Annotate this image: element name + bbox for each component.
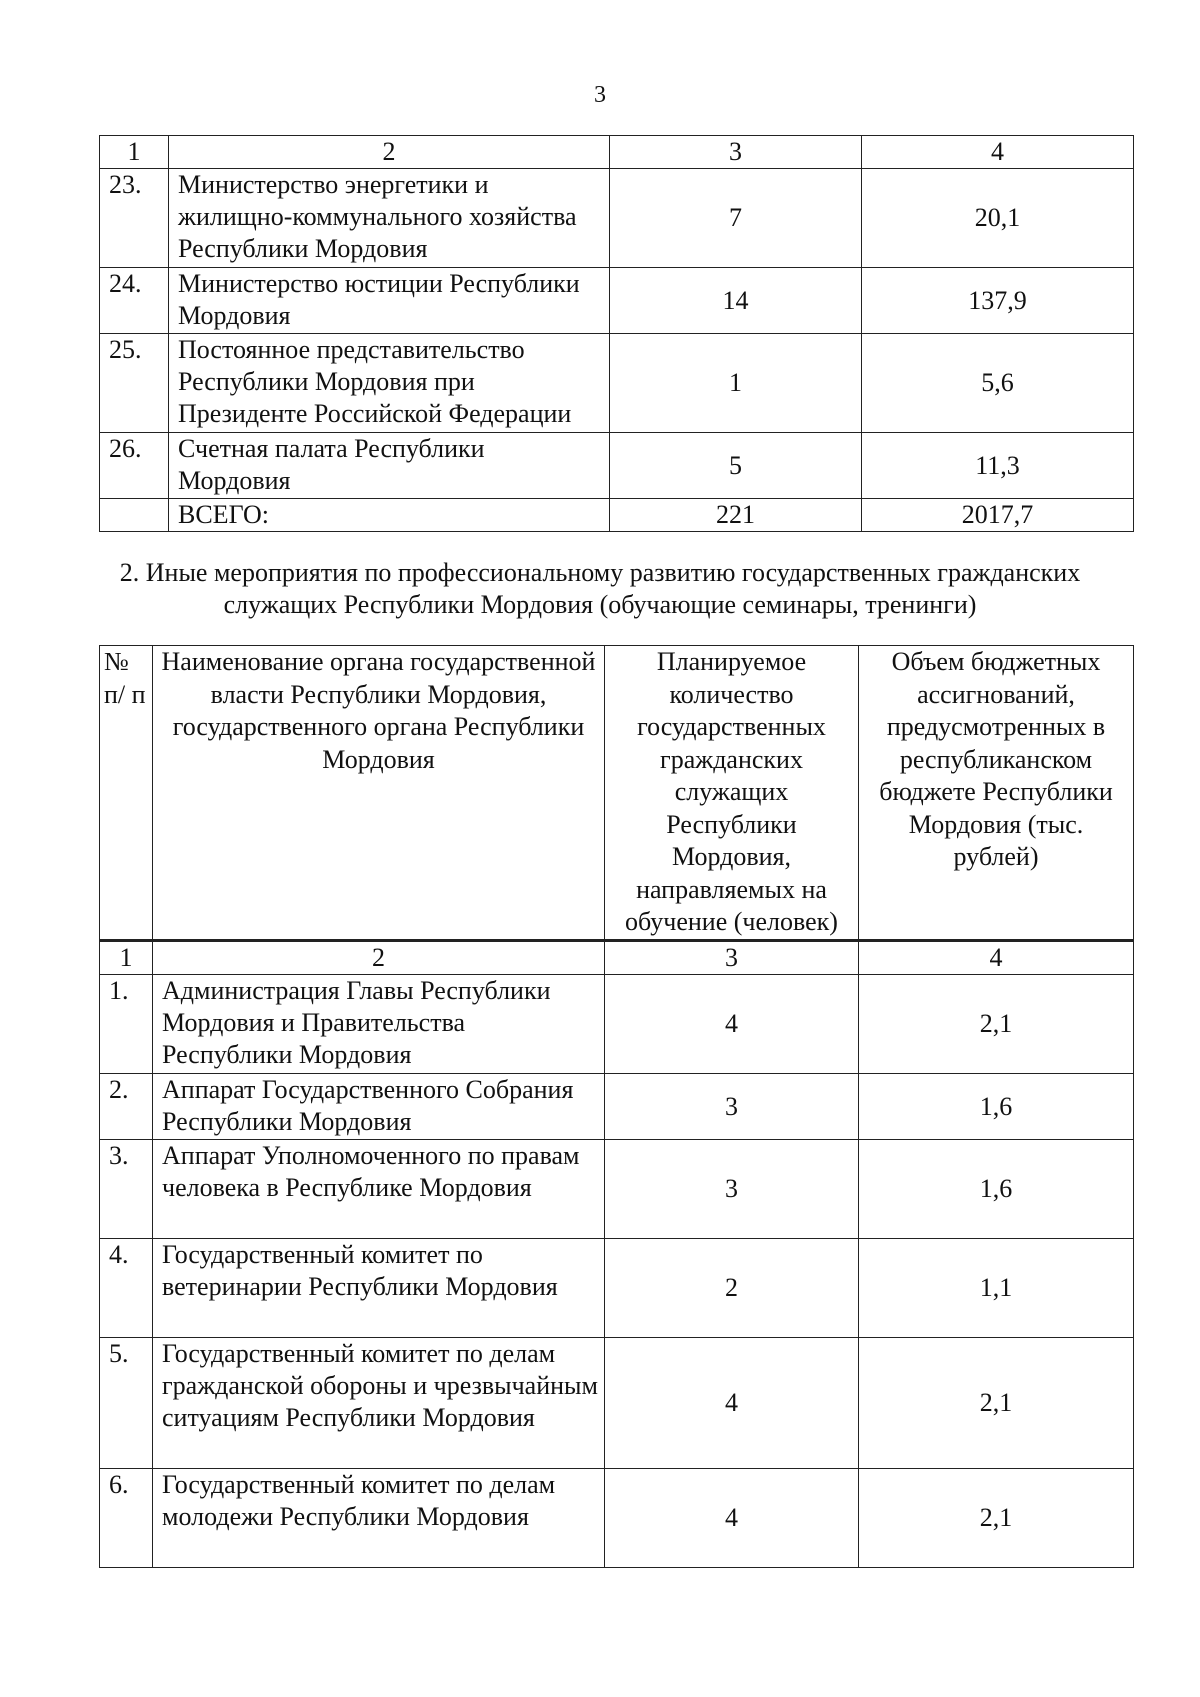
seminars-budget-table [99,645,1134,1568]
header-organization: Наименование органа государственной власти Республики Мордовия, государственного органа Республики Мордовия [153,646,605,941]
employee-count: 5 [610,433,862,499]
column-index: 4 [862,136,1134,169]
column-index-row [100,941,1134,975]
header-number: № п/ п [100,646,153,941]
organization-name: Аппарат Государственного Собрания Республики Мордовия [153,1074,605,1140]
section-title: 2. Иные мероприятия по профессиональному развитию государственных гражданских служащих Республики Мордовия (обучающие семинары, тренинги) [119,558,1081,619]
budget-amount: 137,9 [862,268,1134,334]
employee-count: 4 [605,1469,859,1568]
budget-table-continued [99,135,1134,532]
organization-name: Постоянное представительство Республики Мордовия при Президенте Российской Федерации [169,334,610,433]
employee-count: 1 [610,334,862,433]
row-number: 5. [100,1338,153,1469]
employee-count: 4 [605,1338,859,1469]
organization-name: Администрация Главы Республики Мордовия и Правительства Республики Мордовия [153,975,605,1074]
column-index: 2 [153,941,605,975]
column-index: 1 [100,136,169,169]
employee-count: 7 [610,169,862,268]
budget-amount: 1,6 [859,1140,1134,1239]
budget-amount: 2,1 [859,1338,1134,1469]
employee-count: 2 [605,1239,859,1338]
organization-name: Счетная палата Республики Мордовия [169,433,610,499]
column-index: 3 [610,136,862,169]
page-number: 3 [594,82,606,108]
organization-name: Государственный комитет по ветеринарии Республики Мордовия [153,1239,605,1338]
table-row [100,975,1134,1074]
budget-amount: 5,6 [862,334,1134,433]
row-number-empty [100,499,169,532]
budget-amount: 11,3 [862,433,1134,499]
table-row [100,433,1134,499]
organization-name: Государственный комитет по делам молодежи Республики Мордовия [153,1469,605,1568]
employee-count: 3 [605,1074,859,1140]
budget-amount: 2,1 [859,975,1134,1074]
table-row [100,1338,1134,1469]
row-number: 25. [100,334,169,433]
row-number: 26. [100,433,169,499]
employee-count: 14 [610,268,862,334]
column-index: 4 [859,941,1134,975]
organization-name: Министерство энергетики и жилищно-коммунального хозяйства Республики Мордовия [169,169,610,268]
row-number: 1. [100,975,153,1074]
table-row [100,1239,1134,1338]
header-count: Планируемое количество государственных гражданских служащих Республики Мордовия, направляемых на обучение (человек) [605,646,859,941]
table-row [100,334,1134,433]
row-number: 23. [100,169,169,268]
column-index: 3 [605,941,859,975]
header-budget: Объем бюджетных ассигнований, предусмотренных в республиканском бюджете Республики Мордовия (тыс. рублей) [859,646,1134,941]
table-row [100,169,1134,268]
organization-name: Министерство юстиции Республики Мордовия [169,268,610,334]
row-number: 6. [100,1469,153,1568]
table-header-row [100,646,1134,941]
table-row [100,1469,1134,1568]
budget-amount: 1,6 [859,1074,1134,1140]
budget-amount: 1,1 [859,1239,1134,1338]
employee-count: 3 [605,1140,859,1239]
row-number: 3. [100,1140,153,1239]
row-number: 4. [100,1239,153,1338]
budget-amount: 20,1 [862,169,1134,268]
organization-name: Аппарат Уполномоченного по правам человека в Республике Мордовия [153,1140,605,1239]
table-row [100,1074,1134,1140]
row-number: 24. [100,268,169,334]
table-row [100,1140,1134,1239]
total-count: 221 [610,499,862,532]
row-number: 2. [100,1074,153,1140]
employee-count: 4 [605,975,859,1074]
total-row [100,499,1134,532]
total-label: ВСЕГО: [169,499,610,532]
column-index: 1 [100,941,153,975]
column-index-row [100,136,1134,169]
table-row [100,268,1134,334]
budget-amount: 2,1 [859,1469,1134,1568]
total-budget: 2017,7 [862,499,1134,532]
organization-name: Государственный комитет по делам гражданской обороны и чрезвычайным ситуациям Республики Мордовия [153,1338,605,1469]
column-index: 2 [169,136,610,169]
